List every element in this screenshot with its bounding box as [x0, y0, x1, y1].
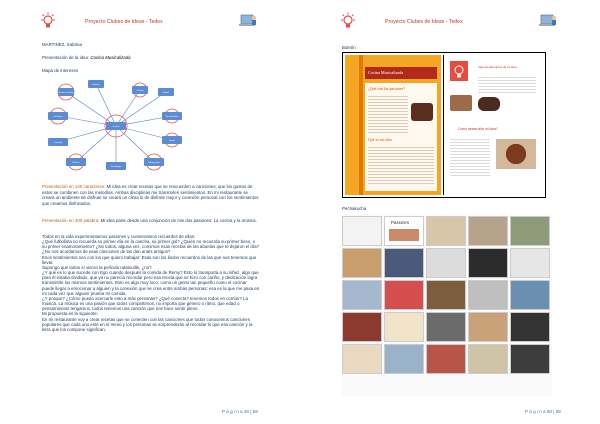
body-line: Mi propuesta es la siguiente:: [42, 311, 98, 317]
slide-thumb: [342, 280, 382, 310]
header-title: Proyecto Clubes de Ideas - Tedex: [85, 19, 163, 25]
lightbulb-icon: [340, 12, 356, 30]
slide-thumb: [426, 280, 466, 310]
slide-thumb: [468, 280, 508, 310]
pechakucha-label: Pechakucha: [342, 206, 367, 211]
slide-thumb: [426, 248, 466, 278]
lightbulb-icon: [40, 12, 56, 30]
map-node-6: Ver televisión: [165, 116, 179, 118]
brochure-text-lines-2: [368, 145, 434, 185]
brochure-left-panel: [345, 55, 441, 195]
dish-image-1: [450, 95, 472, 111]
brochure-subtitle: ¿Qué son las pasiones?: [368, 86, 405, 91]
header-title: Proyecto Clubes de Ideas - Tedex: [385, 19, 463, 25]
page-number: P á g i n a 50 | 59: [525, 409, 561, 414]
slide1-title: Pasiones: [391, 220, 410, 225]
presentation-name: Cocina Musicalizada: [90, 55, 131, 60]
slide-thumb: [510, 280, 550, 310]
body-line: ¿Y porque? ¿Cómo puedo acercarle esto a más personas? ¿Qué conecta? tenemos todos en común? La música. La música es una pasión que todos compartimos, no importa que género o ritmo, que edad o pensamientos tengamos, todos tenemos una canción que nos hace sentir pleno.: [42, 295, 248, 312]
map-node-8: Viajar: [169, 140, 175, 142]
map-node-1: Sueños: [92, 84, 100, 86]
body-text: [42, 234, 260, 332]
cake-image: [411, 103, 433, 121]
slide-thumb: [468, 216, 508, 246]
map-node-3: Cocinar: [136, 90, 144, 92]
header: [0, 10, 300, 34]
slide-thumb: [384, 344, 424, 374]
slide-thumb: [384, 216, 424, 246]
body-line: Todos en la vida experimentamos pasiones y conservamos recuerdos de ellas:: [42, 234, 196, 239]
logo-box: [450, 61, 468, 81]
slide-thumb: [384, 312, 424, 342]
slide-thumb: [510, 248, 550, 278]
right-page: [300, 0, 600, 424]
brochure-subtitle-2: Qué es mi idea: [368, 137, 392, 142]
right-heading-1: Algunas Ejemplos de mi idea: [478, 65, 517, 69]
lightbulb-logo-icon: [450, 61, 468, 81]
presentation-line: [42, 55, 131, 61]
map-heading: Mapa de intereses: [42, 68, 79, 73]
map-node-10: Tecnología: [110, 166, 122, 168]
interest-map: [44, 78, 186, 174]
slide-thumb: [342, 344, 382, 374]
body-line: Esos sentimientos son con los que quiero trabajar: Esas son los lindos recuerdos de las que nos tenemos que llevar.: [42, 254, 257, 265]
author-name: MARTINEZ, Sabrina: [42, 42, 82, 47]
slide-thumb: [468, 344, 508, 374]
brochure-text-lines: [368, 94, 408, 134]
map-node-9: Música: [72, 162, 80, 164]
slide-thumb: [510, 312, 550, 342]
slide-thumb: [342, 248, 382, 278]
body-line: En mi restaurante voy a crear recetas que se conecten con las canciones que todos conocemos canciones populares que cada uno esté en el menú y los personas se sorprenderán al recordar lo que esa canción y la letra que los compone significan.: [42, 316, 253, 332]
map-node-7: Comida: [54, 142, 62, 144]
brochure-title: Cocina Musicalizada: [368, 70, 404, 75]
presentation-200: [42, 218, 260, 224]
slide-thumb: [426, 312, 466, 342]
slide-thumb: [426, 344, 466, 374]
right-text-lines: [478, 75, 536, 93]
brochure-title-bar: [365, 67, 437, 79]
brochure-stripe: [359, 55, 363, 195]
slide1-image: [389, 229, 419, 241]
slide-thumb: [342, 216, 382, 246]
slide-thumb: [510, 216, 550, 246]
slide-thumb: [468, 312, 508, 342]
presentation-prefix: Presentación de la idea:: [42, 55, 90, 60]
p200-text: Mi idea parte desde una conjunción de mis dos pasiones: La cocina y la música.: [99, 218, 257, 223]
body-line: ¿Qué futbolista no recuerda su primer día en la cancha, su primer gol? ¿Quién no recuerda su primer beso, o su primer enamoramiento? ¿No todos, alguna vez, comimos esas recetas de las abuelas que te dejaron el día? ¿No nos acordamos de esas canciones de las dan antes amigos?: [42, 239, 259, 255]
pechakucha-grid: [342, 214, 552, 396]
slide-thumb: [468, 248, 508, 278]
slide-thumb: [384, 280, 424, 310]
right-text-lines-2: [450, 137, 490, 177]
map-node-11: Videojuegos: [147, 162, 161, 164]
dish-image-2: [478, 97, 500, 111]
map-node-4: Fútbol: [162, 92, 170, 94]
brochure-content: [365, 83, 437, 191]
p140-text: Mi idea es crear recetas que se rescuerden a canciones, que los gustos de estos se combinen con las melodías. Ambas disciplinas me transmiten sentimientos. En mi restaurante se creara un ambiente de disfrute se creará un clima lo de disfrute mejor y conexión personal con los sentimientos que creamos disfrutados.: [42, 184, 259, 206]
map-node-0: Escuchar música: [57, 92, 75, 94]
boletin-label: Boletín: [342, 45, 356, 50]
brochure-frame: [342, 52, 546, 198]
body-line: Supongo que todos sí vieron la película ratatouille, ¿no?: [42, 264, 152, 270]
computer-user-icon: [538, 12, 558, 30]
map-node-5: Películas: [53, 116, 63, 118]
brochure-right-panel: [443, 55, 544, 195]
page-number: P á g i n a 49 | 59: [222, 409, 258, 414]
p200-label: Presentación en 200 palabra:: [42, 218, 100, 223]
dish-image-3: [496, 139, 536, 169]
slide-thumb: [510, 344, 550, 374]
map-node-2: Cocina: [112, 126, 120, 128]
presentation-140: [42, 184, 260, 206]
right-heading-2: Como desarrollar mi idea?: [458, 127, 498, 131]
slide-thumb: [426, 216, 466, 246]
slide-thumb: [342, 312, 382, 342]
body-line: ¿Y qué es lo que sucede con Ego cuando después la comida de Remy? Esto lo transporta a su niñez, algo que para él estaba olvidado, que ya no parecía recordar pero esa receta que se hizo con cariño, y dedicación logra transmitirle los mismos sentimientos. Esto es algo muy loco, como un gesto tan pequeño como el cocinar puede llegar a emocionar a alguien y la conexión que se crea entre ambas personas: esa es la que me pasa en mi cada vez que alguien prueba mi comida.: [42, 270, 260, 296]
header: [300, 10, 600, 34]
computer-user-icon: [238, 12, 258, 30]
slide-thumb: [384, 248, 424, 278]
p140-label: Presentación en 140 caracteres:: [42, 184, 106, 189]
